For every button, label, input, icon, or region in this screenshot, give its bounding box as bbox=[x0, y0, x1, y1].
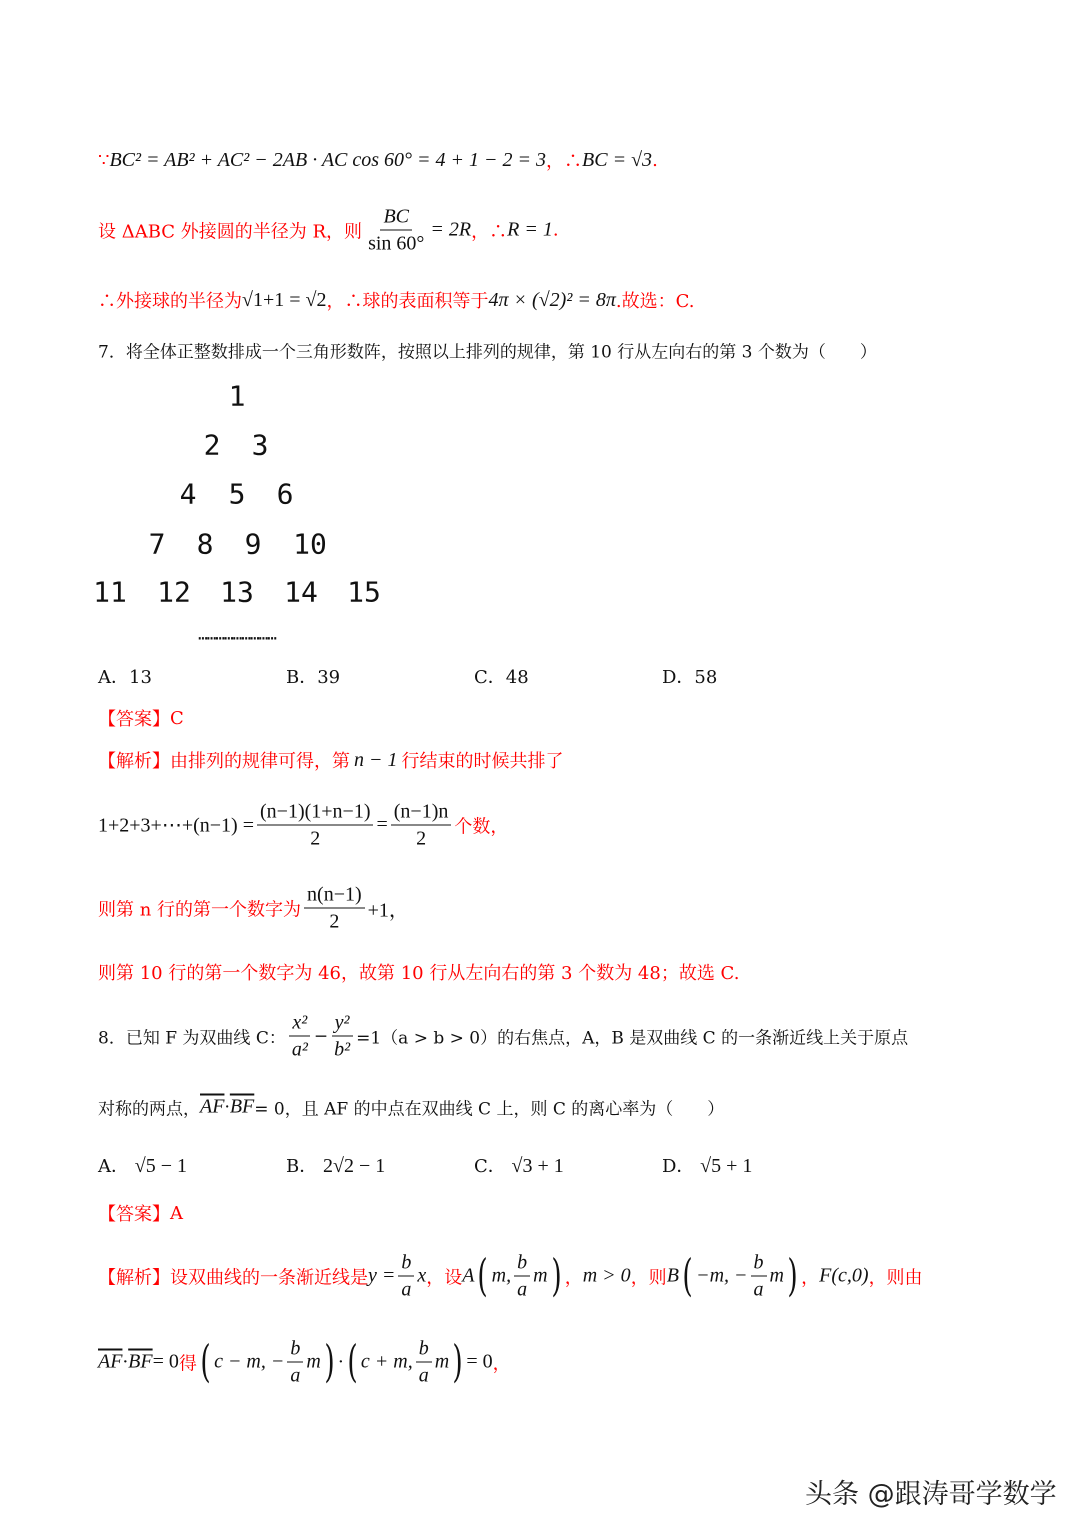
option-c bbox=[474, 1152, 564, 1178]
option-b bbox=[286, 1152, 385, 1178]
radius-text: 设 ΔABC 外接圆的半径为 R，则 bbox=[98, 221, 363, 242]
fraction bbox=[365, 204, 427, 257]
answer-8 bbox=[98, 1200, 183, 1226]
analysis-label: 【解析】由排列的规律可得，第 bbox=[98, 751, 350, 772]
equals-zero: = 0 bbox=[466, 1350, 493, 1373]
y-equals: y = bbox=[368, 1264, 396, 1287]
triangle-number: 1 bbox=[228, 379, 246, 413]
option-label: D． bbox=[662, 1156, 695, 1177]
triangle-number: 9 bbox=[244, 527, 262, 561]
sphere-radius: √1+1 = √2 bbox=[242, 288, 327, 311]
comma: ， bbox=[801, 1267, 820, 1288]
analysis-label: 【解析】设双曲线的一条渐近线是 bbox=[98, 1267, 368, 1288]
stem-text: 对称的两点， bbox=[98, 1099, 200, 1120]
comma: ， bbox=[492, 1353, 511, 1374]
dot: · bbox=[224, 1097, 230, 1117]
conclusion-7: 则第 10 行的第一个数字为 46，故第 10 行从左向右的第 3 个数为 48；故选 C. bbox=[98, 963, 740, 984]
denominator: 2 bbox=[310, 827, 321, 850]
denominator: b² bbox=[334, 1038, 351, 1061]
triangle-number: 14 bbox=[284, 575, 318, 609]
fraction bbox=[304, 882, 365, 935]
sum-formula bbox=[98, 799, 508, 852]
option-value: √5 + 1 bbox=[700, 1155, 753, 1177]
triangle-number: 11 bbox=[93, 575, 127, 609]
denominator: a bbox=[418, 1364, 429, 1387]
m: m bbox=[769, 1264, 784, 1287]
option-value: √3 + 1 bbox=[511, 1155, 564, 1177]
fraction bbox=[398, 1250, 414, 1303]
fraction bbox=[416, 1336, 432, 1389]
denominator: 2 bbox=[416, 827, 427, 850]
triangle-number: 3 bbox=[251, 428, 269, 462]
fraction bbox=[289, 1010, 311, 1063]
triangle-number: 10 bbox=[293, 527, 327, 561]
question-7-stem: 7．将全体正整数排成一个三角形数阵，按照以上排列的规律，第 10 行从左向右的第 3 个数为（ ） bbox=[98, 342, 877, 363]
m: m, bbox=[491, 1264, 512, 1287]
plus-one: +1， bbox=[367, 899, 409, 922]
m: m bbox=[533, 1264, 548, 1287]
dot: · bbox=[338, 1351, 344, 1373]
point-f: F(c,0) bbox=[819, 1264, 869, 1287]
point-b: B bbox=[666, 1264, 679, 1287]
fraction bbox=[257, 799, 373, 852]
dot: · bbox=[122, 1351, 129, 1373]
denominator: a² bbox=[291, 1038, 308, 1061]
because-symbol: ∵ bbox=[98, 149, 110, 171]
option-label: B． bbox=[286, 1156, 318, 1177]
paren: ( bbox=[477, 1250, 489, 1301]
then-text: ，则 bbox=[630, 1267, 667, 1288]
solution-line-radius bbox=[98, 204, 559, 257]
law-of-cosines: BC² = AB² + AC² − 2AB · AC cos 60° = 4 + 1 − 2 = 3 bbox=[109, 148, 547, 171]
surface-area-text: ，∴球的表面积等于 bbox=[326, 291, 489, 312]
numerator: x² bbox=[289, 1010, 310, 1037]
triangle-number: 2 bbox=[203, 428, 221, 462]
get-text: 得 bbox=[178, 1353, 197, 1374]
m-positive: m > 0 bbox=[582, 1264, 631, 1287]
paren: ( bbox=[682, 1250, 693, 1301]
minus: − bbox=[313, 1026, 329, 1046]
answer-label: 【答案】 bbox=[98, 709, 170, 730]
first-number-line bbox=[98, 882, 409, 935]
set-text: ，设 bbox=[426, 1267, 463, 1288]
denominator: sin 60° bbox=[368, 232, 425, 255]
then-by-text: ，则由 bbox=[868, 1267, 923, 1288]
vector-component: c − m, − bbox=[214, 1350, 285, 1373]
triangle-number: 6 bbox=[276, 477, 294, 511]
watermark: 头条 @跟涛哥学数学 bbox=[805, 1479, 1057, 1510]
numerator: b bbox=[398, 1250, 414, 1277]
period: . bbox=[652, 149, 658, 171]
answer-7 bbox=[98, 705, 184, 731]
option-d: D．58 bbox=[662, 667, 718, 688]
sum-lhs: 1+2+3+⋯+(n−1) = bbox=[98, 814, 254, 837]
m: m bbox=[306, 1350, 321, 1373]
stem-text: 8．已知 F 为双曲线 C： bbox=[98, 1028, 286, 1049]
numerator: b bbox=[287, 1336, 303, 1363]
triangle-number: 12 bbox=[157, 575, 191, 609]
paren: ) bbox=[452, 1336, 463, 1387]
sphere-radius-text: ∴外接球的半径为 bbox=[98, 291, 242, 312]
x: x bbox=[417, 1264, 427, 1287]
answer-value: A bbox=[170, 1202, 183, 1224]
triangle-number: 15 bbox=[347, 575, 381, 609]
paren: ) bbox=[324, 1336, 335, 1387]
denominator: a bbox=[290, 1364, 301, 1387]
analysis-7 bbox=[98, 747, 564, 773]
first-number-text: 则第 n 行的第一个数字为 bbox=[98, 899, 302, 920]
question-8-stem-2 bbox=[98, 1095, 724, 1120]
therefore-symbol: ，∴ bbox=[471, 221, 508, 242]
denominator: 2 bbox=[329, 910, 340, 933]
numerator: b bbox=[416, 1336, 432, 1363]
numerator: (n−1)n bbox=[391, 799, 452, 826]
numerator: BC bbox=[380, 204, 412, 231]
fraction bbox=[331, 1010, 353, 1063]
option-value: √5 − 1 bbox=[134, 1155, 187, 1177]
triangle-number: 4 bbox=[179, 477, 197, 511]
analysis-8 bbox=[98, 1250, 923, 1303]
option-value: 2√2 − 1 bbox=[322, 1155, 386, 1177]
solution-line-sphere bbox=[98, 287, 694, 313]
vector-af: $\overline{AF}$ bbox=[200, 1095, 225, 1118]
analysis-text: 行结束的时候共排了 bbox=[401, 751, 564, 772]
paren: ) bbox=[550, 1250, 562, 1301]
n-minus-1: n − 1 bbox=[354, 748, 398, 771]
option-b: B．39 bbox=[286, 667, 341, 688]
formula-tail: 个数， bbox=[454, 816, 509, 837]
triangle-number: 5 bbox=[228, 477, 246, 511]
denominator: a bbox=[753, 1278, 764, 1301]
dot-product-line bbox=[98, 1336, 511, 1389]
paren: ( bbox=[347, 1336, 358, 1387]
fraction bbox=[391, 799, 452, 852]
comma: ， bbox=[564, 1267, 583, 1288]
answer-value: C bbox=[170, 707, 184, 729]
point-a: A bbox=[462, 1264, 475, 1287]
solution-line-bc bbox=[98, 147, 658, 173]
paren: ) bbox=[787, 1250, 798, 1301]
fraction bbox=[751, 1250, 767, 1303]
numerator: y² bbox=[332, 1010, 353, 1037]
equation: = 2R bbox=[430, 218, 472, 241]
numerator: n(n−1) bbox=[304, 882, 365, 909]
numerator: b bbox=[514, 1250, 530, 1277]
answer-label: 【答案】 bbox=[98, 1204, 170, 1225]
period: . bbox=[552, 219, 559, 241]
option-a bbox=[98, 1152, 187, 1178]
option-label: A． bbox=[98, 1156, 129, 1177]
option-label: C． bbox=[474, 1156, 506, 1177]
fraction bbox=[514, 1250, 530, 1303]
vector-bf: $\overline{BF}$ bbox=[128, 1350, 153, 1373]
vector-af: $\overline{AF}$ bbox=[98, 1350, 123, 1373]
question-8-stem-1 bbox=[98, 1010, 908, 1063]
bc-result: BC = √3 bbox=[582, 148, 653, 171]
paren: ( bbox=[200, 1336, 211, 1387]
vector-component: c + m, bbox=[360, 1350, 413, 1373]
vector-bf: $\overline{BF}$ bbox=[229, 1095, 255, 1118]
equals: = bbox=[376, 813, 388, 836]
triangle-number: 8 bbox=[196, 527, 214, 561]
option-d bbox=[662, 1152, 752, 1178]
choose-c: .故选：C. bbox=[615, 291, 695, 312]
equals-zero: = 0 bbox=[152, 1350, 179, 1373]
denominator: a bbox=[401, 1278, 412, 1301]
therefore-symbol: ，∴ bbox=[546, 151, 583, 172]
triangle-number: 13 bbox=[220, 575, 254, 609]
stem-tail: =1（a > b > 0）的右焦点，A，B 是双曲线 C 的一条渐近线上关于原点 bbox=[356, 1028, 909, 1049]
option-a: A．13 bbox=[98, 667, 152, 688]
numerator: (n−1)(1+n−1) bbox=[257, 799, 373, 826]
fraction bbox=[287, 1336, 303, 1389]
surface-area: 4π × (√2)² = 8π bbox=[488, 288, 616, 311]
m: m bbox=[434, 1350, 450, 1373]
stem-tail: = 0，且 AF 的中点在双曲线 C 上，则 C 的离心率为（ ） bbox=[254, 1099, 725, 1120]
triangle-number: 7 bbox=[148, 527, 166, 561]
r-result: R = 1 bbox=[507, 218, 553, 241]
numerator: b bbox=[751, 1250, 767, 1277]
neg-m: −m, − bbox=[696, 1264, 748, 1287]
option-c: C．48 bbox=[474, 667, 529, 688]
denominator: a bbox=[517, 1278, 528, 1301]
continuation-dots: ……………………… bbox=[198, 624, 276, 644]
